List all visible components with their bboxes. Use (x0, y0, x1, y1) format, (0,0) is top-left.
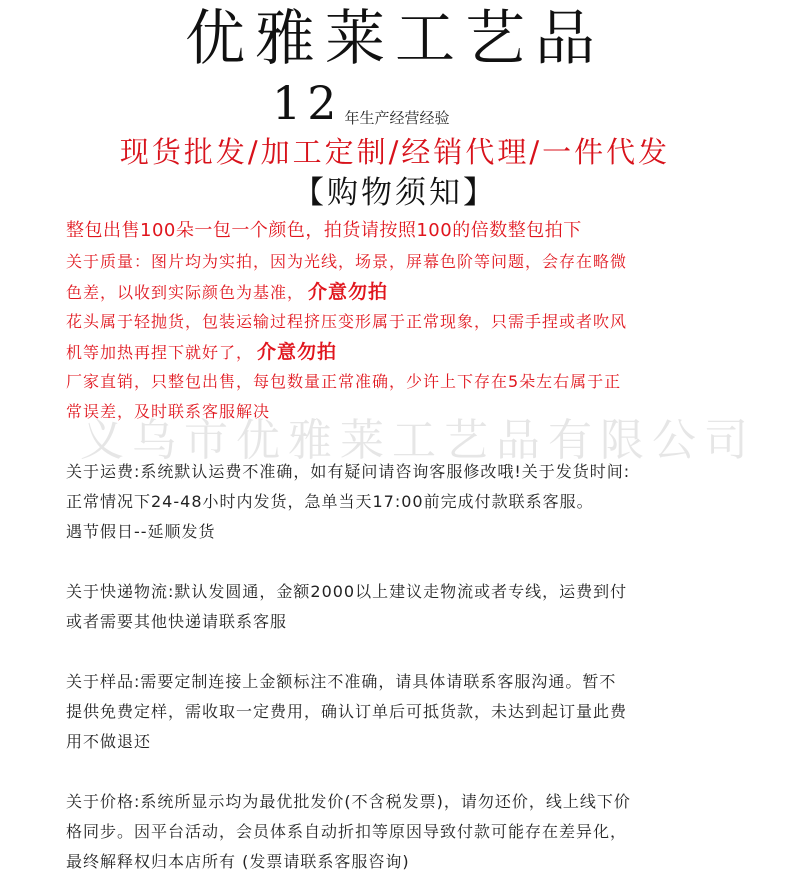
flower-rule-text: 机等加热再捏下就好了， (66, 343, 254, 362)
express-line2: 或者需要其他快递请联系客服 (66, 612, 288, 631)
shipping-line3: 遇节假日--延顺发货 (66, 522, 216, 541)
package-rule: 整包出售100朵一包一个颜色，拍货请按照100的倍数整包拍下 (66, 220, 582, 241)
notice-heading: 【购物须知】 (293, 175, 497, 211)
services-line: 现货批发/加工定制/经销代理/一件代发 (119, 135, 671, 169)
shop-title: 优雅莱工艺品 (185, 4, 605, 74)
sample-line3: 用不做退还 (66, 732, 152, 751)
experience-years (272, 78, 450, 128)
years-text: 年生产经营经验 (344, 109, 450, 127)
flower-rule-line2 (66, 337, 726, 368)
sample-line1: 关于样品:需要定制连接上金额标注不准确，请具体请联系客服沟通。暂不 (66, 672, 617, 691)
factory-rule-line2: 常误差，及时联系客服解决 (66, 402, 271, 421)
flower-rule-line1: 花头属于轻抛货，包装运输过程挤压变形属于正常现象，只需手捏或者吹风 (66, 312, 628, 331)
factory-rule-line1: 厂家直销，只整包出售，每包数量正常准确，少许上下存在5朵左右属于正 (66, 372, 622, 391)
flower-emphasis: 介意勿拍 (257, 341, 338, 363)
price-line2: 格同步。因平台活动，会员体系自动折扣等原因导致付款可能存在差异化， (66, 822, 628, 841)
quality-rule-text: 色差，以收到实际颜色为基准， (66, 283, 305, 302)
company-watermark: 义乌市优雅莱工艺品有限公司 (80, 415, 756, 466)
quality-rule-line2 (66, 277, 726, 308)
years-number: 12 (272, 76, 343, 130)
sample-line2: 提供免费定样，需收取一定费用，确认订单后可抵货款，未达到起订量此费 (66, 702, 628, 721)
price-line1: 关于价格:系统所显示均为最优批发价(不含税发票)，请勿还价，线上线下价 (66, 792, 631, 811)
shipping-line1: 关于运费:系统默认运费不准确，如有疑问请咨询客服修改哦!关于发货时间: (66, 462, 631, 481)
quality-rule-line1: 关于质量：图片均为实拍，因为光线，场景，屏幕色阶等问题，会存在略微 (66, 252, 628, 271)
shipping-line2: 正常情况下24-48小时内发货，急单当天17:00前完成付款联系客服。 (66, 492, 594, 511)
express-line1: 关于快递物流:默认发圆通，金额2000以上建议走物流或者专线，运费到付 (66, 582, 628, 601)
price-line3: 最终解释权归本店所有 (发票请联系客服咨询) (66, 852, 410, 871)
quality-emphasis: 介意勿拍 (308, 281, 389, 303)
